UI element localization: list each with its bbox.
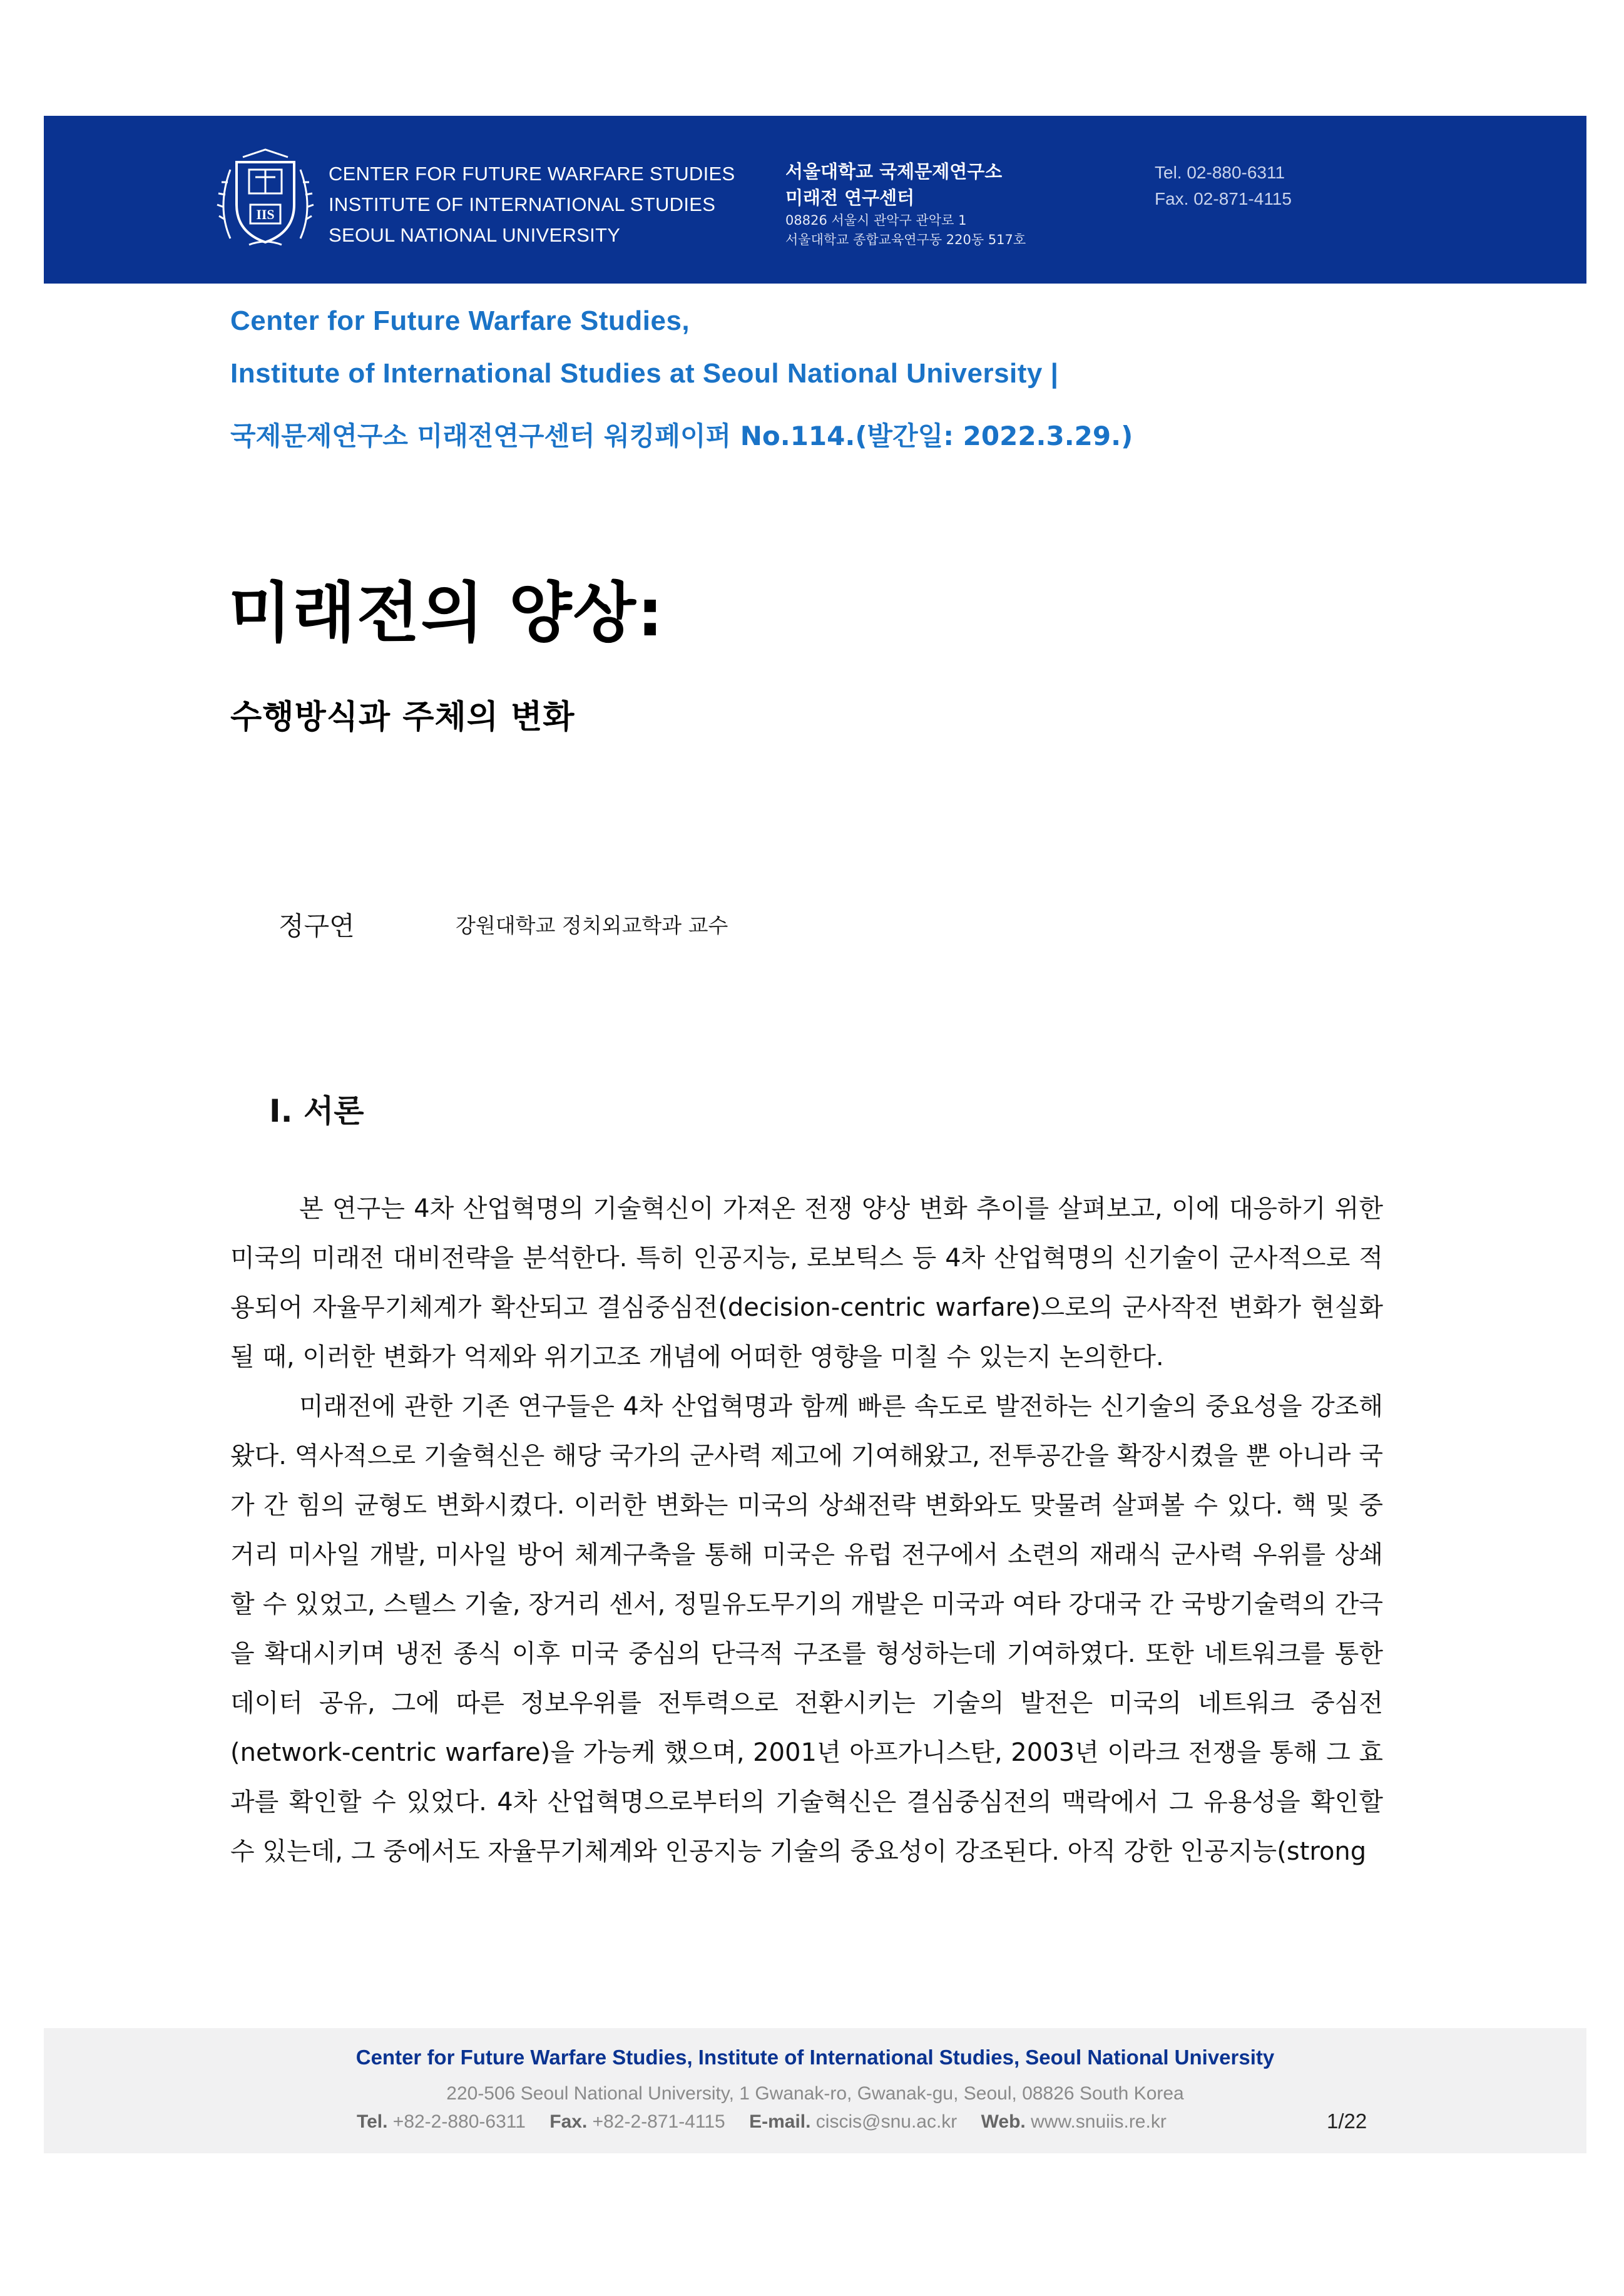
footer-title: Center for Future Warfare Studies, Institute of International Studies, Seoul National University: [355, 2046, 1275, 2069]
subheader-line1: Center for Future Warfare Studies,: [230, 305, 690, 336]
footer-web-link[interactable]: www.snuiis.re.kr: [1031, 2111, 1167, 2132]
page-number: 1/22: [1327, 2109, 1367, 2133]
logo-text: IIS: [256, 207, 275, 222]
org-name-en: [329, 158, 735, 250]
header-fax: Fax. 02-871-4115: [1155, 189, 1292, 208]
org-ko-line2: 미래전 연구센터: [785, 187, 915, 208]
section-heading: I. 서론: [269, 1093, 364, 1129]
fax-label: Fax.: [549, 2111, 588, 2132]
email-label: E-mail.: [749, 2111, 811, 2132]
footer-email-link[interactable]: ciscis@snu.ac.kr: [815, 2111, 958, 2132]
header-contact: [1155, 160, 1292, 212]
snu-iis-logo: [212, 145, 319, 252]
working-paper-info: 국제문제연구소 미래전연구센터 워킹페이퍼 No.114.(발간일: 2022.3.29.): [230, 421, 1133, 451]
header-banner: [44, 116, 1586, 284]
footer: [44, 2028, 1586, 2153]
web-label: Web.: [981, 2111, 1026, 2132]
footer-fax: +82-2-871-4115: [592, 2111, 725, 2132]
org-name-ko: [785, 158, 1026, 250]
author-name: 정구연: [278, 911, 355, 941]
body-text: [230, 1184, 1383, 1877]
org-en-line: SEOUL NATIONAL UNIVERSITY: [329, 224, 621, 246]
subheader-line2: Institute of International Studies at Seoul National University |: [230, 358, 1059, 389]
paragraph: 본 연구는 4차 산업혁명의 기술혁신이 가져온 전쟁 양상 변화 추이를 살펴보고, 이에 대응하기 위한 미국의 미래전 대비전략을 분석한다. 특히 인공지능, 로보틱스 등 4차 산업혁명의 신기술이 군사적으로 적용되어 자율무기체계가 확산되고 결심중심전(decision-centric warfare)으로의 군사작전 변화가 현실화될 때, 이러한 변화가 억제와 위기고조 개념에 어떠한 영향을 미칠 수 있는지 논의한다.: [230, 1194, 1383, 1371]
page-title: 미래전의 양상:: [228, 575, 665, 651]
address-line1: 08826 서울시 관악구 관악로 1: [785, 213, 967, 228]
author-affiliation: 강원대학교 정치외교학과 교수: [456, 913, 728, 938]
org-en-line: INSTITUTE OF INTERNATIONAL STUDIES: [329, 193, 716, 215]
tel-label: Tel.: [357, 2111, 388, 2132]
footer-tel: +82-2-880-6311: [392, 2111, 526, 2132]
org-en-line: CENTER FOR FUTURE WARFARE STUDIES: [329, 163, 735, 185]
footer-contact: [357, 2111, 1167, 2133]
address-line2: 서울대학교 종합교육연구동 220동 517호: [785, 232, 1026, 247]
page-subtitle: 수행방식과 주체의 변화: [230, 699, 575, 736]
org-ko-line1: 서울대학교 국제문제연구소: [785, 161, 1003, 182]
footer-address: 220-506 Seoul National University, 1 Gwanak-ro, Gwanak-gu, Seoul, 08826 South Korea: [446, 2083, 1184, 2104]
header-tel: Tel. 02-880-6311: [1155, 163, 1285, 182]
paragraph: 미래전에 관한 기존 연구들은 4차 산업혁명과 함께 빠른 속도로 발전하는 신기술의 중요성을 강조해왔다. 역사적으로 기술혁신은 해당 국가의 군사력 제고에 기여해왔고, 전투공간을 확장시켰을 뿐 아니라 국가 간 힘의 균형도 변화시켰다. 이러한 변화는 미국의 상쇄전략 변화와도 맞물려 살펴볼 수 있다. 핵 및 중거리 미사일 개발, 미사일 방어 체계구축을 통해 미국은 유럽 전구에서 소련의 재래식 군사력 우위를 상쇄할 수 있었고, 스텔스 기술, 장거리 센서, 정밀유도무기의 개발은 미국과 여타 강대국 간 국방기술력의 간극을 확대시키며 냉전 종식 이후 미국 중심의 단극적 구조를 형성하는데 기여하였다. 또한 네트워크를 통한 데이터 공유, 그에 따른 정보우위를 전투력으로 전환시키는 기술의 발전은 미국의 네트워크 중심전(network-centric warfare)을 가능케 했으며, 2001년 아프가니스탄, 2003년 이라크 전쟁을 통해 그 효과를 확인할 수 있었다. 4차 산업혁명으로부터의 기술혁신은 결심중심전의 맥락에서 그 유용성을 확인할 수 있는데, 그 중에서도 자율무기체계와 인공지능 기술의 중요성이 강조된다. 아직 강한 인공지능(strong: [230, 1392, 1383, 1866]
